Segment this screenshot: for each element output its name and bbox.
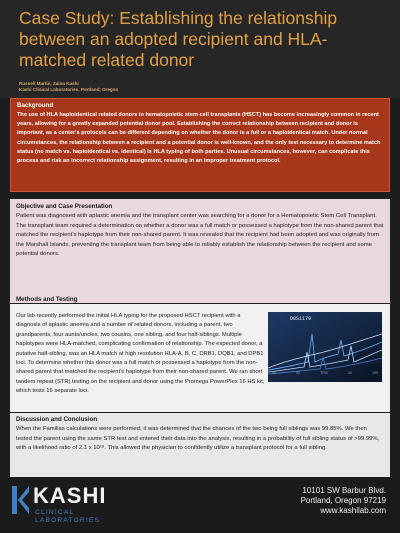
methods-section [10,296,390,412]
methods-text: Our lab recently performed the initial HLA typing for the proposed HSCT recipient with a diagnosis of aplastic anemia and a number of related donors, including a parent, two grandparents, four aunts/uncles, two cousins, one sibling, and four half-siblings. Multiple haplotypes were HLA-matched, complicating confirmation of relationship. The expected donor, a putative half-sibling, was an HLA match at high resolution HLA-A, B, C, DRB1, DQB1, and DPB1 loci. To determine whether this donor was a full match or possessed a haplotype from the non-shared parent that matched the recipient's haplotype from their non-shared parent. We ran short tandem repeat (STR) testing on the recipient and donor using the Promega PowerPlex 16 HS kit, which tests 16 separate loci. [16,313,265,395]
page-title: Case Study: Establishing the relationship between an adopted recipient and HLA-matched related donor [19,8,338,70]
axis-tick: 93 [296,371,300,375]
objective-text: Patient was diagnosed with aplastic anemia and the transplant center was searching for a donor for a Hematopoietic Stem Cell Transplant. The transplant team required a determination on whether a donor was a full match or possessed a haplotype from the non-shared parent that matched the recipient's haplotype from their non-shared parent. It was revealed that the recipient had been adopted and was originally from the Marshall Islands, preventing the transplant team from being able to reliably establish the relationship between the recipient and some potential donors. [16,213,384,258]
address-block [301,486,386,516]
discussion-text: When the Familias calculations were performed, it was determined that the chances of the two being full siblings was 99.85%. We then tested the parent using the same STR test and entered their data into the analysis, resulting in a probability of full sibling status of >99.99%, with a likelihood ratio of 2.1 x 10¹⁸. This allowed the physician to confidently utilize a transplant protocol for a full sibling. [16,426,380,452]
logo-name: KASHI [33,483,107,508]
background-text: The use of HLA haploidentical related donors in hematopoietic stem cell transplants (HSCT) has become increasingly common in recent years, allowing for a greatly expanded potential donor pool. Establishing the correct relationship between recipient and donor is important, as a center's protocols can be different depending on whether the donor is a full or a haploidentical match. Under normal circumstances, the relationship between a recipient and a potential donor is well-known, and the only test necessary to determine match status (no match vs. haploidentical vs. identical) is HLA typing of both parties. Unusual circumstances, however, can complicate this process and risk an incorrect relationship assignment, resulting in an improper treatment protocol. [17,112,381,165]
authors: Russell Martin, Zaina Kashi [19,81,79,86]
locus-label: D8S1179 [290,316,312,322]
discussion-section [10,413,390,477]
axis-tick: 95 [348,371,352,375]
footer [0,478,400,533]
kashi-logo-icon [12,486,30,514]
logo-subtitle [35,509,105,524]
website-link[interactable]: www.kashilab.com [320,506,386,515]
address-city: Portland, Oregon 97219 [300,496,386,505]
logo-sub-line1: CLINICAL [35,509,75,516]
author-block [19,81,319,93]
axis-tick: TPOX [320,371,328,375]
methods-heading: Methods and Testing [16,296,78,303]
discussion-heading: Discussion and Conclusion [16,416,98,423]
background-section [10,98,390,192]
header [0,0,400,98]
address-street: 10101 SW Barbur Blvd. [302,486,386,495]
logo-sub-line2: LABORATORIES [35,516,101,524]
str-electropherogram-figure [268,312,382,382]
objective-section [10,199,390,303]
background-heading: Background [17,102,54,109]
affiliation: Kashi Clinical Laboratories, Portland, Oregon [19,87,119,92]
objective-heading: Objective and Case Presentation [16,203,113,210]
figure-axis [272,371,378,375]
axis-tick: 105 [372,371,378,375]
axis-tick: 83 [272,371,276,375]
